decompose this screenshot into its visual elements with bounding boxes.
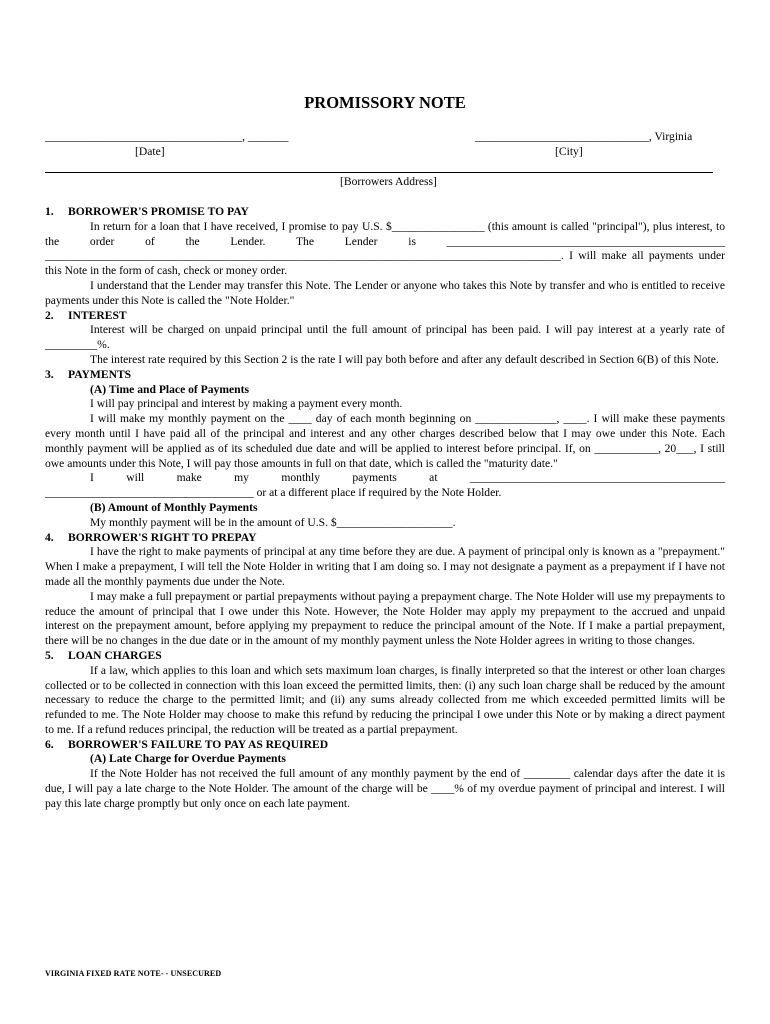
address-line [45, 172, 713, 173]
section-6-heading: 6. BORROWER'S FAILURE TO PAY AS REQUIRED [45, 737, 329, 751]
section-2-para-1: Interest will be charged on unpaid principal until the full amount of principal has been paid. I will pay interest at a yearly rate of _________%. [45, 323, 725, 352]
section-3a-para-3b: ____________________________________ or at a different place if required by the Note Holder. [45, 486, 502, 500]
section-1-para-1b: _________________________________________________________________________________________. I will make all payments under this Note in the form of cash, check or money order. [45, 249, 725, 278]
section-3-heading: 3. PAYMENTS [45, 367, 132, 381]
section-5-heading: 5. LOAN CHARGES [45, 648, 162, 662]
section-1-para-1a: In return for a loan that I have received, I promise to pay U.S. $________________ (this amount is called "principal"), plus interest, to the order of the Lender. The Lender is ________________________________________________ [45, 219, 725, 248]
section-4-para-2: I may make a full prepayment or partial prepayments without paying a prepayment charge. The Note Holder will use my prepayments to reduce the amount of principal that I owe under this Note. However, the Note Holder may apply my prepayment to the accrued and unpaid interest on the prepayment amount, before applying my prepayment to reduce the principal amount of the Note. If I make a partial prepayment, there will be no changes in the due date or in the amount of my monthly payment unless the Note Holder agrees in writing to those changes. [45, 589, 725, 648]
city-line: ______________________________, Virginia [475, 130, 693, 143]
section-3b-subheading: (B) Amount of Monthly Payments [90, 500, 258, 514]
section-1-para-2: I understand that the Lender may transfer this Note. The Lender or anyone who takes this Note by transfer and who is entitled to receive payments under this Note is called the "Note Holder." [45, 278, 725, 307]
section-3a-para-2: I will make my monthly payment on the ____ day of each month beginning on ______________, ____. I will make these payments every month until I have paid all of the principal and interest and any other charges described below that I may owe under this Note. Each monthly payment will be applied as of its scheduled due date and will be applied to interest before principal. If, on ___________, 20___, I still owe amounts under this Note, I will pay those amounts in full on that date, which is called the "maturity date." [45, 412, 725, 470]
document-body [45, 205, 725, 812]
section-3a-para-1: I will pay principal and interest by making a payment every month. [90, 397, 403, 411]
section-1-heading: 1. BORROWER'S PROMISE TO PAY [45, 205, 249, 218]
section-2-heading: 2. INTEREST [45, 308, 127, 322]
section-4-para-1: I have the right to make payments of principal at any time before they are due. A payment of principal only is known as a "prepayment." When I make a prepayment, I will tell the Note Holder in writing that I am doing so. I may not designate a payment as a prepayment if I have not made all the monthly payments due under the Note. [45, 545, 725, 588]
date-label: [Date] [135, 145, 165, 158]
page-footer: VIRGINIA FIXED RATE NOTE- - UNSECURED [45, 969, 222, 978]
section-6a-para-1: If the Note Holder has not received the full amount of any monthly payment by the end of ________ calendar days after the date it is due, I will pay a late charge to the Note Holder. The amount of the charge will be ____% of my overdue payment of principal and interest. I will pay this late charge promptly but only once on each late payment. [45, 767, 725, 810]
section-5-para-1: If a law, which applies to this loan and which sets maximum loan charges, is finally interpreted so that the interest or other loan charges collected or to be collected in connection with this loan exceed the permitted limits, then: (i) any such loan charge shall be reduced by the amount necessary to reduce the charge to the permitted limit; and (ii) any sums already collected from me which exceeded permitted limits will be refunded to me. The Note Holder may choose to make this refund by reducing the principal I owe under this Note or by making a direct payment to me. If a refund reduces principal, the reduction will be treated as a partial prepayment. [45, 663, 725, 736]
section-3a-subheading: (A) Time and Place of Payments [90, 382, 249, 396]
section-3a-para-3a: I will make my monthly payments at ____________________________________________ [90, 471, 725, 485]
address-label: [Borrowers Address] [340, 175, 437, 188]
section-2-para-2: The interest rate required by this Section 2 is the rate I will pay both before and after any default described in Section 6(B) of this Note. [90, 352, 719, 366]
section-3b-para-1: My monthly payment will be in the amount of U.S. $____________________. [90, 515, 456, 529]
document-title: PROMISSORY NOTE [304, 93, 466, 112]
date-line: __________________________________, _______ [45, 130, 289, 143]
section-4-heading: 4. BORROWER'S RIGHT TO PREPAY [45, 530, 257, 544]
section-6a-subheading: (A) Late Charge for Overdue Payments [90, 752, 286, 766]
city-label: [City] [555, 145, 583, 158]
